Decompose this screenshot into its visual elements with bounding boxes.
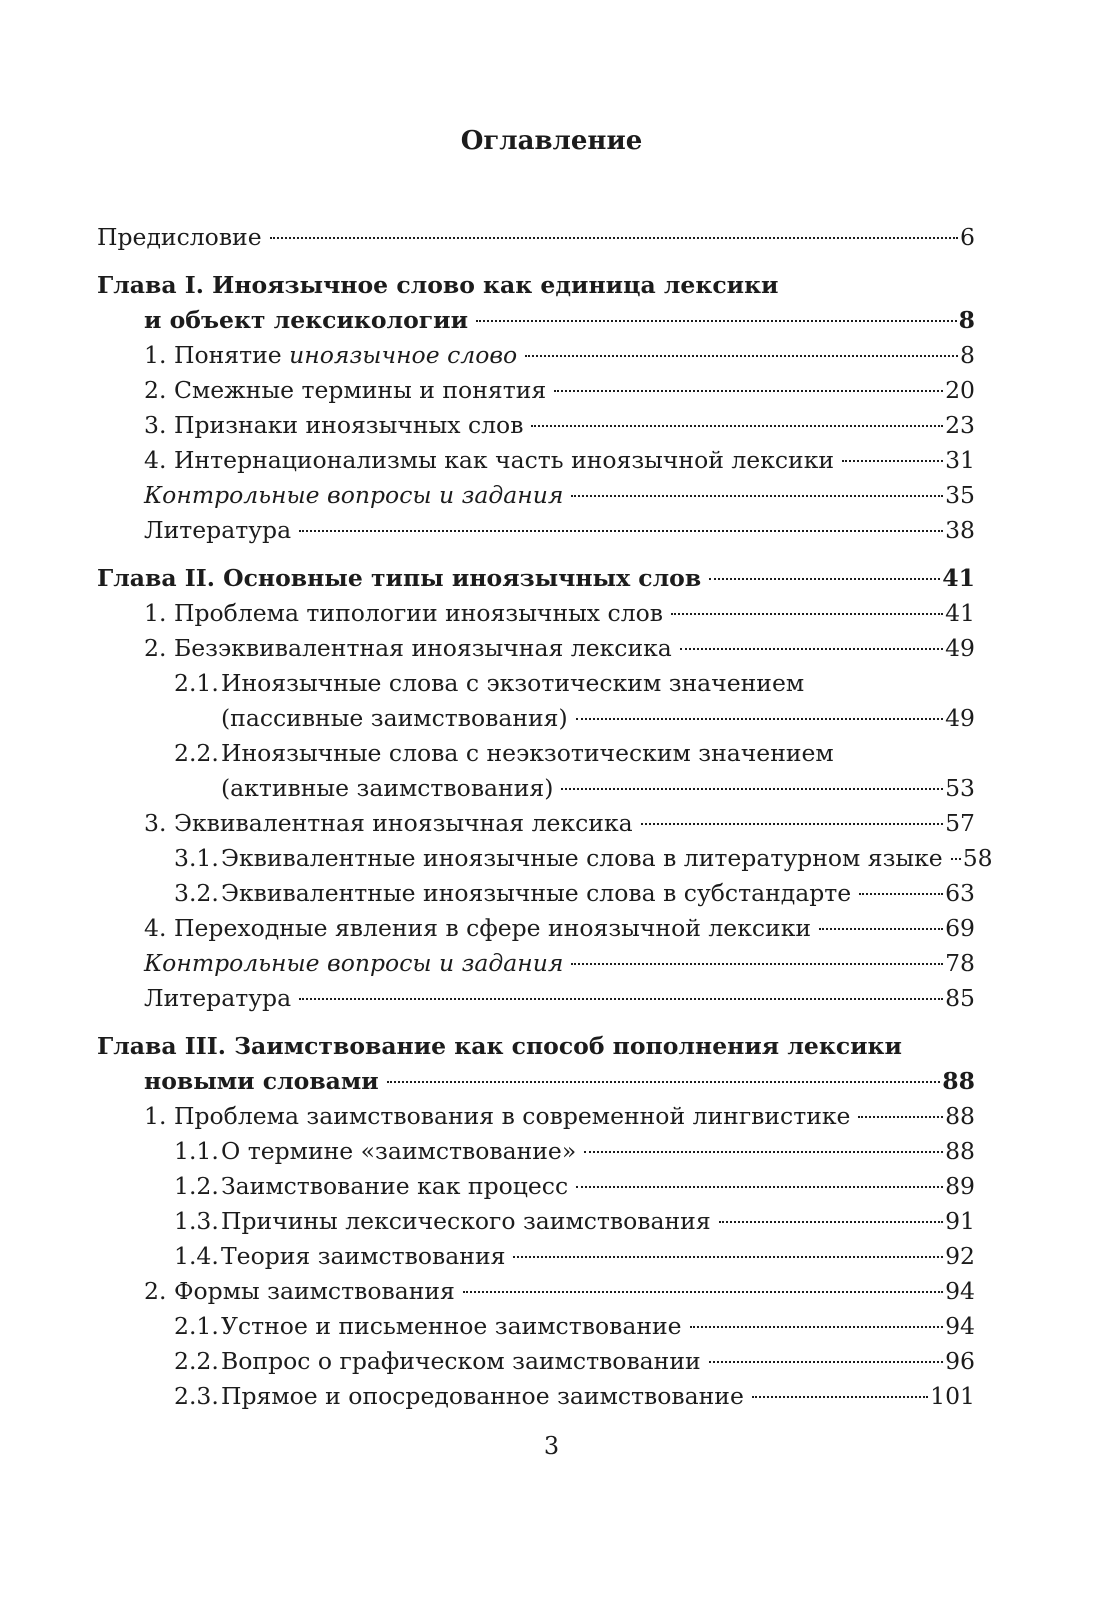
toc-entry-1-questions[interactable] — [97, 478, 975, 513]
toc-entry-2-2-1[interactable] — [97, 701, 975, 736]
toc-page-number: 49 — [945, 704, 975, 732]
toc-page-number: 41 — [942, 564, 975, 592]
toc-entry-label: 3.1.Эквивалентные иноязычные слова в литературном языке — [174, 844, 943, 872]
toc-entry-label: 1. Проблема заимствования в современной лингвистике — [144, 1102, 851, 1130]
toc-entry-label: 2. Безэквивалентная иноязычная лексика — [144, 634, 672, 662]
toc-page-number: 88 — [942, 1067, 975, 1095]
toc-entry-label: 3. Эквивалентная иноязычная лексика — [144, 809, 633, 837]
toc-entry-label: 4. Интернационализмы как часть иноязычной лексики — [144, 446, 835, 474]
toc-entry-preface[interactable] — [97, 220, 975, 255]
dot-leader — [513, 1256, 943, 1258]
toc-page-number: 91 — [945, 1207, 975, 1235]
toc-entry-label: (активные заимствования) — [221, 774, 554, 802]
toc-page-number: 41 — [945, 599, 975, 627]
toc-entry-label: 1. Понятие иноязычное слово — [144, 341, 518, 369]
dot-leader — [576, 1186, 943, 1188]
toc-entry-3-1-4[interactable] — [97, 1239, 975, 1274]
toc-page-number: 53 — [945, 774, 975, 802]
dot-leader — [476, 320, 957, 322]
toc-entry-label: 3. Признаки иноязычных слов — [144, 411, 524, 439]
toc-entry-3-2-1[interactable] — [97, 1309, 975, 1344]
toc-entry-2-3-1[interactable] — [97, 841, 993, 876]
toc-entry-label: 3.2.Эквивалентные иноязычные слова в субстандарте — [174, 879, 852, 907]
toc-entry-label: (пассивные заимствования) — [221, 704, 568, 732]
toc-entry-2-3[interactable] — [97, 806, 975, 841]
page-number-footer: 3 — [543, 1432, 560, 1460]
dot-leader — [270, 237, 958, 239]
page-title: Оглавление — [460, 126, 643, 156]
dot-leader — [299, 998, 943, 1000]
toc-entry-1-literature[interactable] — [97, 513, 975, 548]
toc-page-number: 58 — [962, 844, 993, 872]
toc-entry-label: 1.2.Заимствование как процесс — [174, 1172, 569, 1200]
dot-leader — [690, 1326, 944, 1328]
toc-entry-label: Контрольные вопросы и задания — [144, 949, 564, 977]
dot-leader — [859, 893, 943, 895]
dot-leader — [709, 1361, 943, 1363]
toc-entry-2-1[interactable] — [97, 596, 975, 631]
toc-entry-label: Контрольные вопросы и задания — [144, 481, 564, 509]
toc-entry-chapter-1[interactable] — [97, 303, 975, 338]
toc-entry-label: Глава II. Основные типы иноязычных слов — [97, 564, 702, 592]
toc-entry-2-3-2[interactable] — [97, 876, 975, 911]
toc-page-number: 20 — [945, 376, 975, 404]
toc-entry-label: 1.1.О термине «заимствование» — [174, 1137, 577, 1165]
toc-page-number: 88 — [945, 1137, 975, 1165]
dot-leader — [842, 460, 943, 462]
toc-page-number: 57 — [945, 809, 975, 837]
toc-entry-3-2-2[interactable] — [97, 1344, 975, 1379]
dot-leader — [752, 1396, 928, 1398]
toc-entry-2-4[interactable] — [97, 911, 975, 946]
dot-leader — [571, 495, 943, 497]
toc-page-number: 92 — [945, 1242, 975, 1270]
dot-leader — [525, 355, 958, 357]
toc-entry-chapter-3[interactable] — [97, 1064, 975, 1099]
toc-page-number: 49 — [945, 634, 975, 662]
toc-entry-2-2[interactable] — [97, 631, 975, 666]
toc-entry-label: 1.3.Причины лексического заимствования — [174, 1207, 711, 1235]
toc-entry-label: 2.1.Устное и письменное заимствование — [174, 1312, 682, 1340]
dot-leader — [576, 718, 943, 720]
dot-leader — [671, 613, 943, 615]
toc-page-number: 96 — [945, 1347, 975, 1375]
dot-leader — [561, 788, 943, 790]
toc-entry-label: 2.3.Прямое и опосредованное заимствование — [174, 1382, 744, 1410]
toc-entry-2-questions[interactable] — [97, 946, 975, 981]
dot-leader — [680, 648, 943, 650]
dot-leader — [299, 530, 943, 532]
dot-leader — [387, 1081, 941, 1083]
toc-page-number: 35 — [945, 481, 975, 509]
dot-leader — [719, 1221, 943, 1223]
toc-entry-label: Литература — [144, 516, 292, 544]
toc-page-number: 101 — [930, 1382, 975, 1410]
toc-page-number: 78 — [945, 949, 975, 977]
toc-entry-3-2-3[interactable] — [97, 1379, 975, 1414]
toc-page-number: 23 — [945, 411, 975, 439]
dot-leader — [531, 425, 943, 427]
toc-page-number: 31 — [945, 446, 975, 474]
toc-entry-label: 2.2.Вопрос о графическом заимствовании — [174, 1347, 701, 1375]
toc-entry-2-literature[interactable] — [97, 981, 975, 1016]
dot-leader — [709, 578, 940, 580]
dot-leader — [858, 1116, 943, 1118]
toc-entry-2-2-2-line1[interactable]: 2.2.Иноязычные слова с неэкзотическим значением — [174, 739, 834, 767]
toc-page-number: 8 — [958, 306, 975, 334]
toc-entry-label: 2. Формы заимствования — [144, 1277, 455, 1305]
toc-page-number: 94 — [945, 1277, 975, 1305]
toc-page-number: 63 — [945, 879, 975, 907]
toc-entry-3-1[interactable] — [97, 1099, 975, 1134]
toc-entry-label: 1.4.Теория заимствования — [174, 1242, 506, 1270]
toc-entry-label: и объект лексикологии — [144, 306, 469, 334]
toc-page-number: 88 — [945, 1102, 975, 1130]
dot-leader — [584, 1151, 943, 1153]
toc-entry-chapter-2[interactable] — [97, 561, 975, 596]
toc-page-number: 94 — [945, 1312, 975, 1340]
toc-entry-label: Литература — [144, 984, 292, 1012]
table-of-contents — [97, 220, 993, 1414]
toc-entry-3-1-3[interactable] — [97, 1204, 975, 1239]
dot-leader — [819, 928, 943, 930]
toc-entry-1-1[interactable] — [97, 338, 975, 373]
toc-entry-3-2[interactable] — [97, 1274, 975, 1309]
toc-page-number: 6 — [960, 223, 975, 251]
dot-leader — [554, 390, 943, 392]
toc-page-number: 8 — [960, 341, 975, 369]
toc-page-number: 89 — [945, 1172, 975, 1200]
toc-entry-2-2-2[interactable] — [97, 771, 975, 806]
toc-entry-3-1-1[interactable] — [97, 1134, 975, 1169]
toc-page-number: 38 — [945, 516, 975, 544]
toc-entry-label: 1. Проблема типологии иноязычных слов — [144, 599, 664, 627]
dot-leader — [641, 823, 943, 825]
toc-entry-label: новыми словами — [144, 1067, 379, 1095]
toc-chapter-1-heading[interactable]: Глава I. Иноязычное слово как единица лексики — [97, 271, 779, 299]
toc-entry-label: Предисловие — [97, 223, 262, 251]
toc-entry-1-3[interactable] — [97, 408, 975, 443]
dot-leader — [571, 963, 943, 965]
toc-entry-2-2-1-line1[interactable]: 2.1.Иноязычные слова с экзотическим значением — [174, 669, 805, 697]
toc-entry-3-1-2[interactable] — [97, 1169, 975, 1204]
toc-entry-1-4[interactable] — [97, 443, 975, 478]
toc-page-number: 85 — [945, 984, 975, 1012]
toc-chapter-3-heading[interactable]: Глава III. Заимствование как способ пополнения лексики — [97, 1032, 902, 1060]
toc-entry-1-2[interactable] — [97, 373, 975, 408]
toc-entry-label: 4. Переходные явления в сфере иноязычной лексики — [144, 914, 812, 942]
toc-entry-label: 2. Смежные термины и понятия — [144, 376, 547, 404]
dot-leader — [951, 858, 961, 860]
toc-page-number: 69 — [945, 914, 975, 942]
dot-leader — [463, 1291, 943, 1293]
